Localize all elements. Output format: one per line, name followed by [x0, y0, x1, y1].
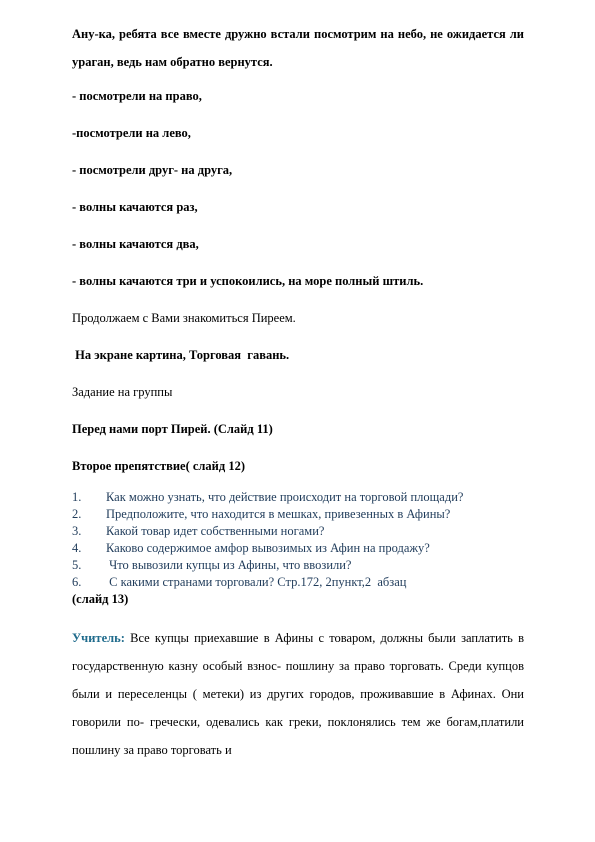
list-number: 2.: [72, 507, 82, 521]
list-item: [72, 540, 524, 557]
exercise-line-2: -посмотрели на лево,: [72, 126, 191, 140]
list-text: С какими странами торговали? Стр.172, 2пункт,2 абзац: [106, 575, 407, 589]
list-item: [72, 523, 524, 540]
slide13-paragraph: (слайд 13): [72, 592, 129, 606]
teacher-label: Учитель:: [72, 631, 125, 645]
list-text: Предположите, что находится в мешках, привезенных в Афины?: [106, 507, 451, 521]
teacher-text: Все купцы приехавшие в Афины с товаром, должны были заплатить в государственную казну особый взнос- пошлину за право торговать. Среди купцов были и переселенцы ( метеки) из других городов, проживавшие в Афинах. Они говорили по- гречески, одевались как греки, поклонялись тем же богам,платили пошлину за право торговать и: [72, 631, 524, 757]
list-number: 4.: [72, 541, 82, 555]
list-text: Каково содержимое амфор вывозимых из Афин на продажу?: [106, 541, 430, 555]
questions-list: [72, 489, 524, 591]
list-item: [72, 557, 524, 574]
document-page: [72, 20, 524, 764]
obstacle-paragraph: Второе препятствие( слайд 12): [72, 459, 245, 473]
list-item: [72, 574, 524, 591]
continue-paragraph: Продолжаем с Вами знакомиться Пиреем.: [72, 311, 296, 325]
port-paragraph: Перед нами порт Пирей. (Слайд 11): [72, 422, 273, 436]
picture-paragraph: На экране картина, Торговая гавань.: [72, 348, 290, 362]
list-number: 3.: [72, 524, 82, 538]
exercise-line-6: - волны качаются три и успокоились, на море полный штиль.: [72, 274, 424, 288]
list-text: Какой товар идет собственными ногами?: [106, 524, 325, 538]
list-item: [72, 506, 524, 523]
list-number: 1.: [72, 490, 82, 504]
intro-paragraph: Ану-ка, ребята все вместе дружно встали посмотрим на небо, не ожидается ли ураган, ведь нам обратно вернутся.: [72, 27, 524, 69]
list-number: 5.: [72, 558, 82, 572]
list-item: [72, 489, 524, 506]
exercise-line-5: - волны качаются два,: [72, 237, 199, 251]
list-text: Что вывозили купцы из Афины, что ввозили?: [106, 558, 352, 572]
list-number: 6.: [72, 575, 82, 589]
list-text: Как можно узнать, что действие происходит на торговой площади?: [106, 490, 464, 504]
exercise-line-3: - посмотрели друг- на друга,: [72, 163, 233, 177]
task-paragraph: Задание на группы: [72, 385, 173, 399]
teacher-paragraph: [72, 624, 524, 764]
exercise-line-1: - посмотрели на право,: [72, 89, 202, 103]
exercise-line-4: - волны качаются раз,: [72, 200, 198, 214]
